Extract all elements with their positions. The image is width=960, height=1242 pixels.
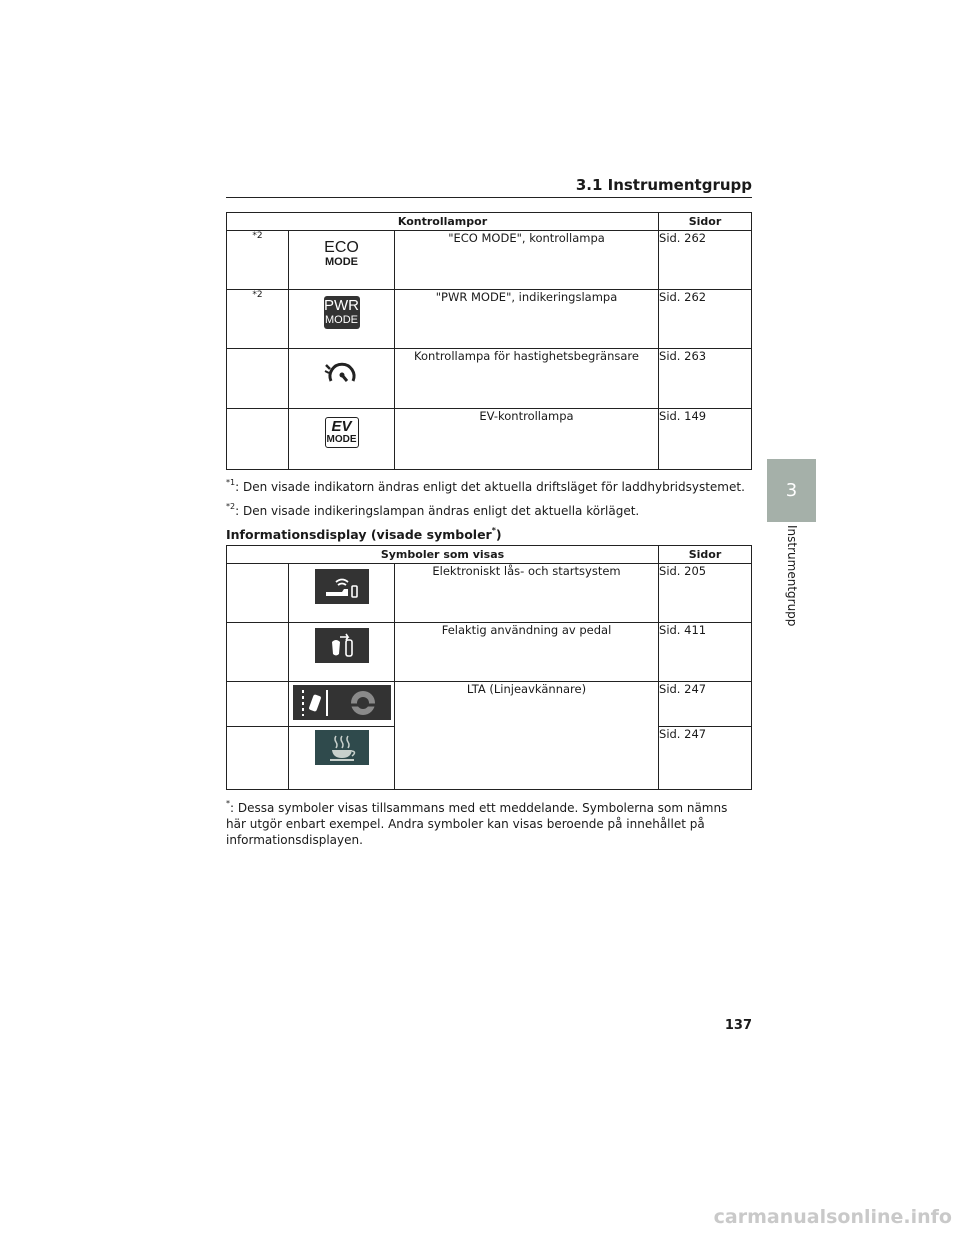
lane-steering-icon — [293, 685, 391, 720]
table-row — [227, 349, 752, 409]
row-description: Elektroniskt lås- och startsystem — [395, 564, 659, 623]
page-reference[interactable]: Sid. 411 — [659, 623, 752, 682]
symbols-footnote: *: Dessa symboler visas tillsammans med ett meddelande. Symbolerna som nämns här utgör enbart exempel. Andra symboler kan visas beroende på innehållet på informationsdisplayen. — [226, 799, 728, 847]
smart-key-icon — [315, 569, 369, 604]
watermark: carmanualsonline.info — [713, 1206, 952, 1228]
row-description: Kontrollampa för hastighetsbegränsare — [395, 349, 659, 409]
table-row — [227, 623, 752, 682]
table-row — [227, 409, 752, 470]
row-description: "PWR MODE", indikeringslampa — [395, 290, 659, 349]
info-display-heading: Informationsdisplay (visade symboler*) — [226, 526, 502, 542]
row-description: Felaktig användning av pedal — [395, 623, 659, 682]
page-reference[interactable]: Sid. 149 — [659, 409, 752, 470]
note-marker: *2 — [227, 290, 289, 349]
speed-limiter-icon — [323, 359, 361, 389]
lta-description: LTA (Linjeavkännare) — [395, 682, 659, 790]
row-description: "ECO MODE", kontrollampa — [395, 231, 659, 290]
note-marker: *2 — [227, 231, 289, 290]
indicator-table — [226, 212, 752, 470]
coffee-cup-icon — [315, 730, 369, 765]
chapter-label: Instrumentgrupp — [785, 525, 799, 627]
page-reference[interactable]: Sid. 262 — [659, 231, 752, 290]
page-reference[interactable]: Sid. 263 — [659, 349, 752, 409]
footnote-1: $^{*1}$: Den visade indikatorn ändras enligt det aktuella driftsläget för laddhybridsystemet. — [226, 478, 745, 494]
pedal-misuse-icon — [315, 628, 369, 663]
pwr-mode-icon: PWR MODE — [324, 296, 360, 329]
page-reference[interactable]: Sid. 247 — [659, 727, 752, 790]
page-reference[interactable]: Sid. 205 — [659, 564, 752, 623]
header-divider — [226, 197, 752, 198]
page-reference[interactable]: Sid. 262 — [659, 290, 752, 349]
chapter-tab[interactable] — [767, 459, 816, 522]
ev-mode-icon: EV MODE — [325, 417, 359, 448]
page-reference[interactable]: Sid. 247 — [659, 682, 752, 727]
table-row — [227, 290, 752, 349]
table-row — [227, 231, 752, 290]
note-marker — [227, 349, 289, 409]
footnote-2: $^{*2}$: Den visade indikeringslampan ändras enligt det aktuella körläget. — [226, 502, 640, 518]
row-description: EV-kontrollampa — [395, 409, 659, 470]
chapter-number: 3 — [785, 480, 798, 501]
column-header-symbols: Symboler som visas — [227, 546, 659, 564]
table-row — [227, 682, 752, 727]
section-title: 3.1 Instrumentgrupp — [575, 176, 752, 194]
table-row — [227, 564, 752, 623]
page-number: 137 — [724, 1018, 752, 1033]
column-header-pages: Sidor — [659, 546, 752, 564]
symbol-table — [226, 545, 752, 790]
eco-mode-icon: ECO MODE — [324, 239, 359, 268]
column-header-indicators: Kontrollampor — [227, 213, 659, 231]
note-marker — [227, 409, 289, 470]
column-header-pages: Sidor — [659, 213, 752, 231]
